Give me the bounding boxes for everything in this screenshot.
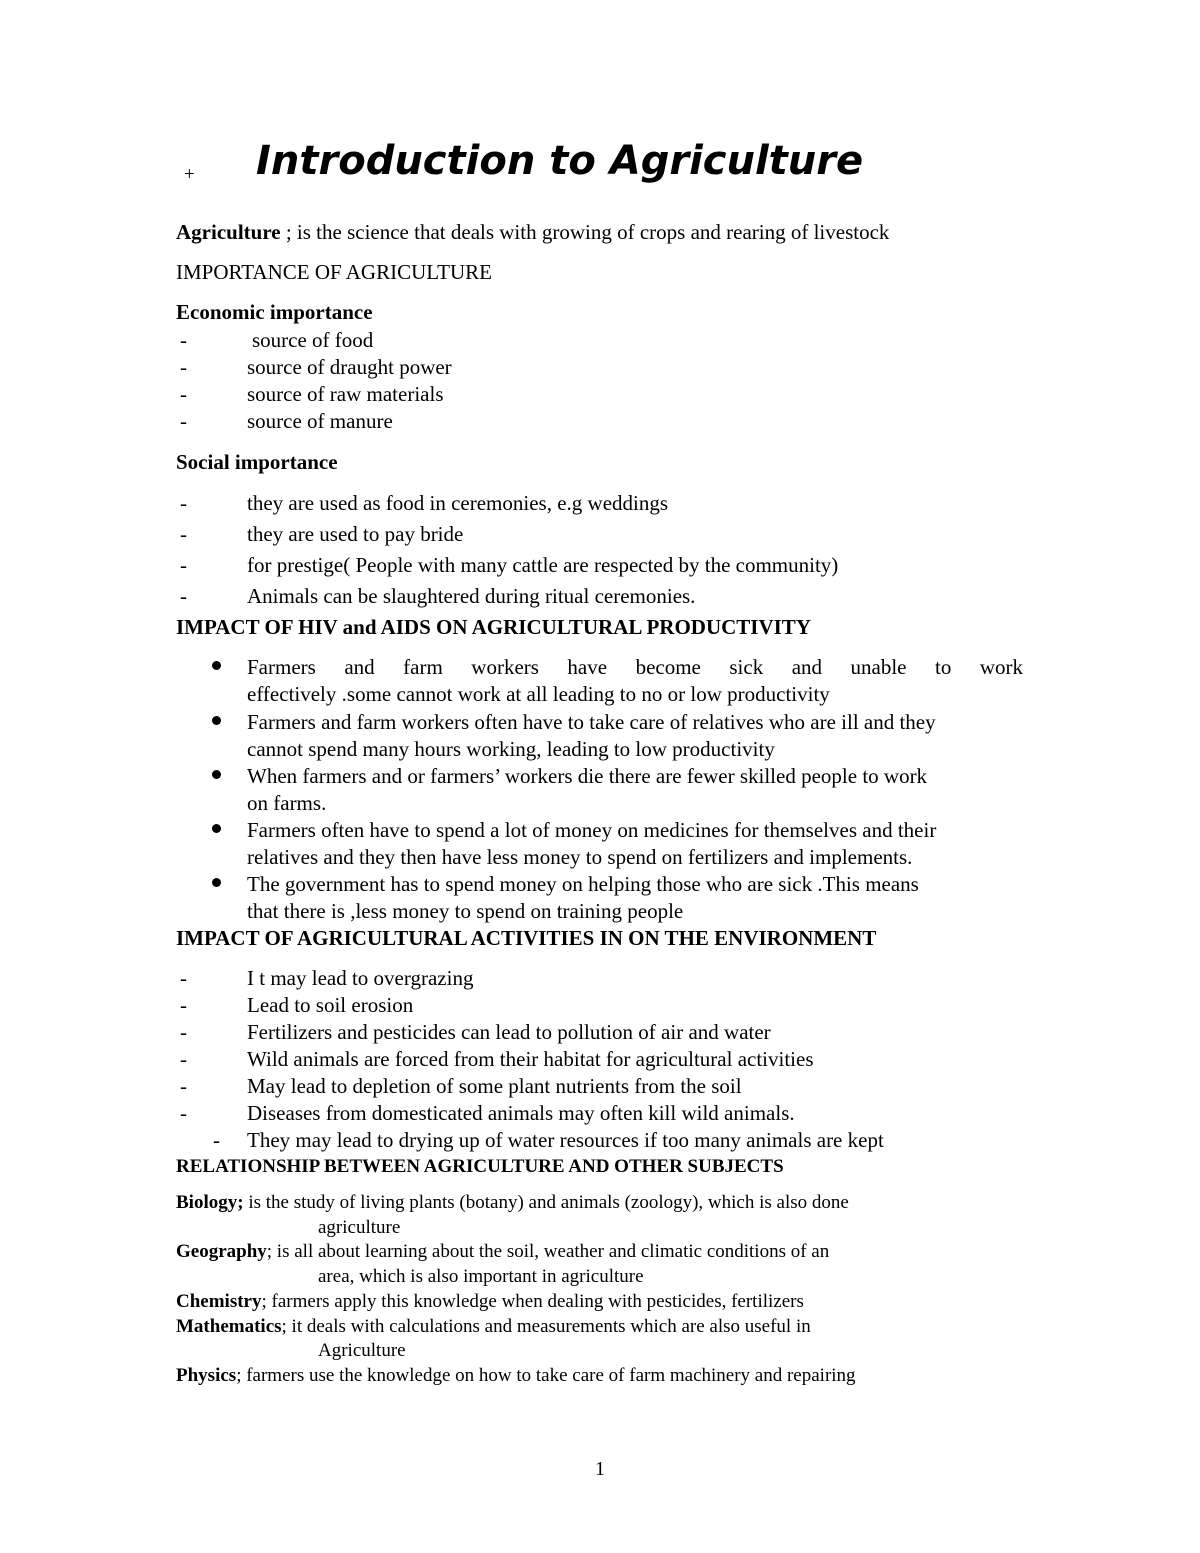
hiv-item-line2: relatives and they then have less money to spend on fertilizers and implements. bbox=[247, 845, 913, 869]
economic-item: source of raw materials bbox=[247, 382, 444, 406]
dash: - bbox=[180, 966, 187, 990]
hiv-item-line1: Farmers and farm workers have become sick and unable to work bbox=[247, 655, 1023, 679]
environment-item: They may lead to drying up of water resources if too many animals are kept bbox=[247, 1128, 884, 1152]
physics-text: ; farmers use the knowledge on how to take care of farm machinery and repairing bbox=[236, 1365, 856, 1386]
dash: - bbox=[180, 409, 187, 433]
bullet-icon bbox=[212, 661, 221, 670]
dash: - bbox=[180, 491, 187, 515]
mathematics-text: ; it deals with calculations and measurements which are also useful in bbox=[281, 1316, 811, 1337]
geography-continuation: area, which is also important in agriculture bbox=[318, 1266, 644, 1287]
hiv-heading: IMPACT OF HIV and AIDS ON AGRICULTURAL PRODUCTIVITY bbox=[176, 615, 811, 639]
economic-heading: Economic importance bbox=[176, 300, 373, 324]
biology-term: Biology; bbox=[176, 1192, 244, 1213]
chemistry-text: ; farmers apply this knowledge when dealing with pesticides, fertilizers bbox=[261, 1291, 804, 1312]
bullet-icon bbox=[212, 716, 221, 725]
environment-item: I t may lead to overgrazing bbox=[247, 966, 474, 990]
definition-text: ; is the science that deals with growing of crops and rearing of livestock bbox=[280, 220, 890, 244]
hiv-item bbox=[247, 817, 1023, 871]
hiv-item-line1: When farmers and or farmers’ workers die there are fewer skilled people to work bbox=[247, 764, 928, 788]
hiv-item-line2: cannot spend many hours working, leading to low productivity bbox=[247, 737, 775, 761]
dash: - bbox=[180, 328, 187, 352]
hiv-item bbox=[247, 871, 1023, 925]
chemistry-term: Chemistry bbox=[176, 1291, 262, 1312]
definition bbox=[176, 219, 889, 245]
social-heading: Social importance bbox=[176, 450, 338, 474]
environment-item: Diseases from domesticated animals may often kill wild animals. bbox=[247, 1101, 795, 1125]
economic-item: source of manure bbox=[247, 409, 393, 433]
chemistry-entry bbox=[176, 1290, 804, 1314]
environment-item: Lead to soil erosion bbox=[247, 993, 414, 1017]
hiv-item-line1: Farmers and farm workers often have to take care of relatives who are ill and they bbox=[247, 710, 936, 734]
environment-item: Fertilizers and pesticides can lead to pollution of air and water bbox=[247, 1020, 771, 1044]
bullet-icon bbox=[212, 824, 221, 833]
biology-text: is the study of living plants (botany) and animals (zoology), which is also done bbox=[243, 1192, 849, 1213]
social-item: they are used as food in ceremonies, e.g weddings bbox=[247, 491, 669, 515]
dash: - bbox=[180, 584, 187, 608]
hiv-item-line1: Farmers often have to spend a lot of money on medicines for themselves and their bbox=[247, 818, 937, 842]
mathematics-term: Mathematics bbox=[176, 1316, 282, 1337]
geography-term: Geography bbox=[176, 1241, 267, 1262]
dash: - bbox=[180, 1047, 187, 1071]
hiv-item-line1: The government has to spend money on helping those who are sick .This means bbox=[247, 872, 919, 896]
relationship-heading: RELATIONSHIP BETWEEN AGRICULTURE AND OTHER SUBJECTS bbox=[176, 1156, 784, 1177]
biology-entry bbox=[176, 1191, 849, 1215]
social-item: Animals can be slaughtered during ritual ceremonies. bbox=[247, 584, 696, 608]
hiv-item-line2: on farms. bbox=[247, 791, 327, 815]
importance-heading: IMPORTANCE OF AGRICULTURE bbox=[176, 260, 492, 284]
economic-item: source of draught power bbox=[247, 355, 452, 379]
bullet-icon bbox=[212, 770, 221, 779]
environment-item: Wild animals are forced from their habitat for agricultural activities bbox=[247, 1047, 814, 1071]
geography-text: ; is all about learning about the soil, weather and climatic conditions of an bbox=[266, 1241, 830, 1262]
geography-entry bbox=[176, 1240, 829, 1264]
definition-term: Agriculture bbox=[176, 220, 281, 244]
title-marker: + bbox=[184, 164, 195, 185]
social-item: they are used to pay bride bbox=[247, 522, 464, 546]
hiv-item bbox=[247, 654, 1023, 708]
dash: - bbox=[180, 382, 187, 406]
hiv-item bbox=[247, 709, 1023, 763]
biology-continuation: agriculture bbox=[318, 1217, 401, 1238]
dash: - bbox=[180, 355, 187, 379]
dash: - bbox=[180, 1020, 187, 1044]
physics-term: Physics bbox=[176, 1365, 237, 1386]
mathematics-entry bbox=[176, 1315, 811, 1339]
dash: - bbox=[180, 1101, 187, 1125]
economic-item: source of food bbox=[252, 328, 374, 352]
environment-heading: IMPACT OF AGRICULTURAL ACTIVITIES IN ON THE ENVIRONMENT bbox=[176, 926, 877, 950]
mathematics-continuation: Agriculture bbox=[318, 1340, 406, 1361]
page-title: Introduction to Agriculture bbox=[256, 138, 864, 184]
physics-entry bbox=[176, 1364, 856, 1388]
dash: - bbox=[180, 553, 187, 577]
dash: - bbox=[213, 1128, 220, 1152]
hiv-item bbox=[247, 763, 1023, 817]
hiv-item-line2: effectively .some cannot work at all leading to no or low productivity bbox=[247, 682, 830, 706]
hiv-item-line2: that there is ,less money to spend on training people bbox=[247, 899, 684, 923]
bullet-icon bbox=[212, 878, 221, 887]
page-number: 1 bbox=[595, 1458, 605, 1480]
environment-item: May lead to depletion of some plant nutrients from the soil bbox=[247, 1074, 742, 1098]
dash: - bbox=[180, 522, 187, 546]
dash: - bbox=[180, 993, 187, 1017]
dash: - bbox=[180, 1074, 187, 1098]
social-item: for prestige( People with many cattle are respected by the community) bbox=[247, 553, 839, 577]
